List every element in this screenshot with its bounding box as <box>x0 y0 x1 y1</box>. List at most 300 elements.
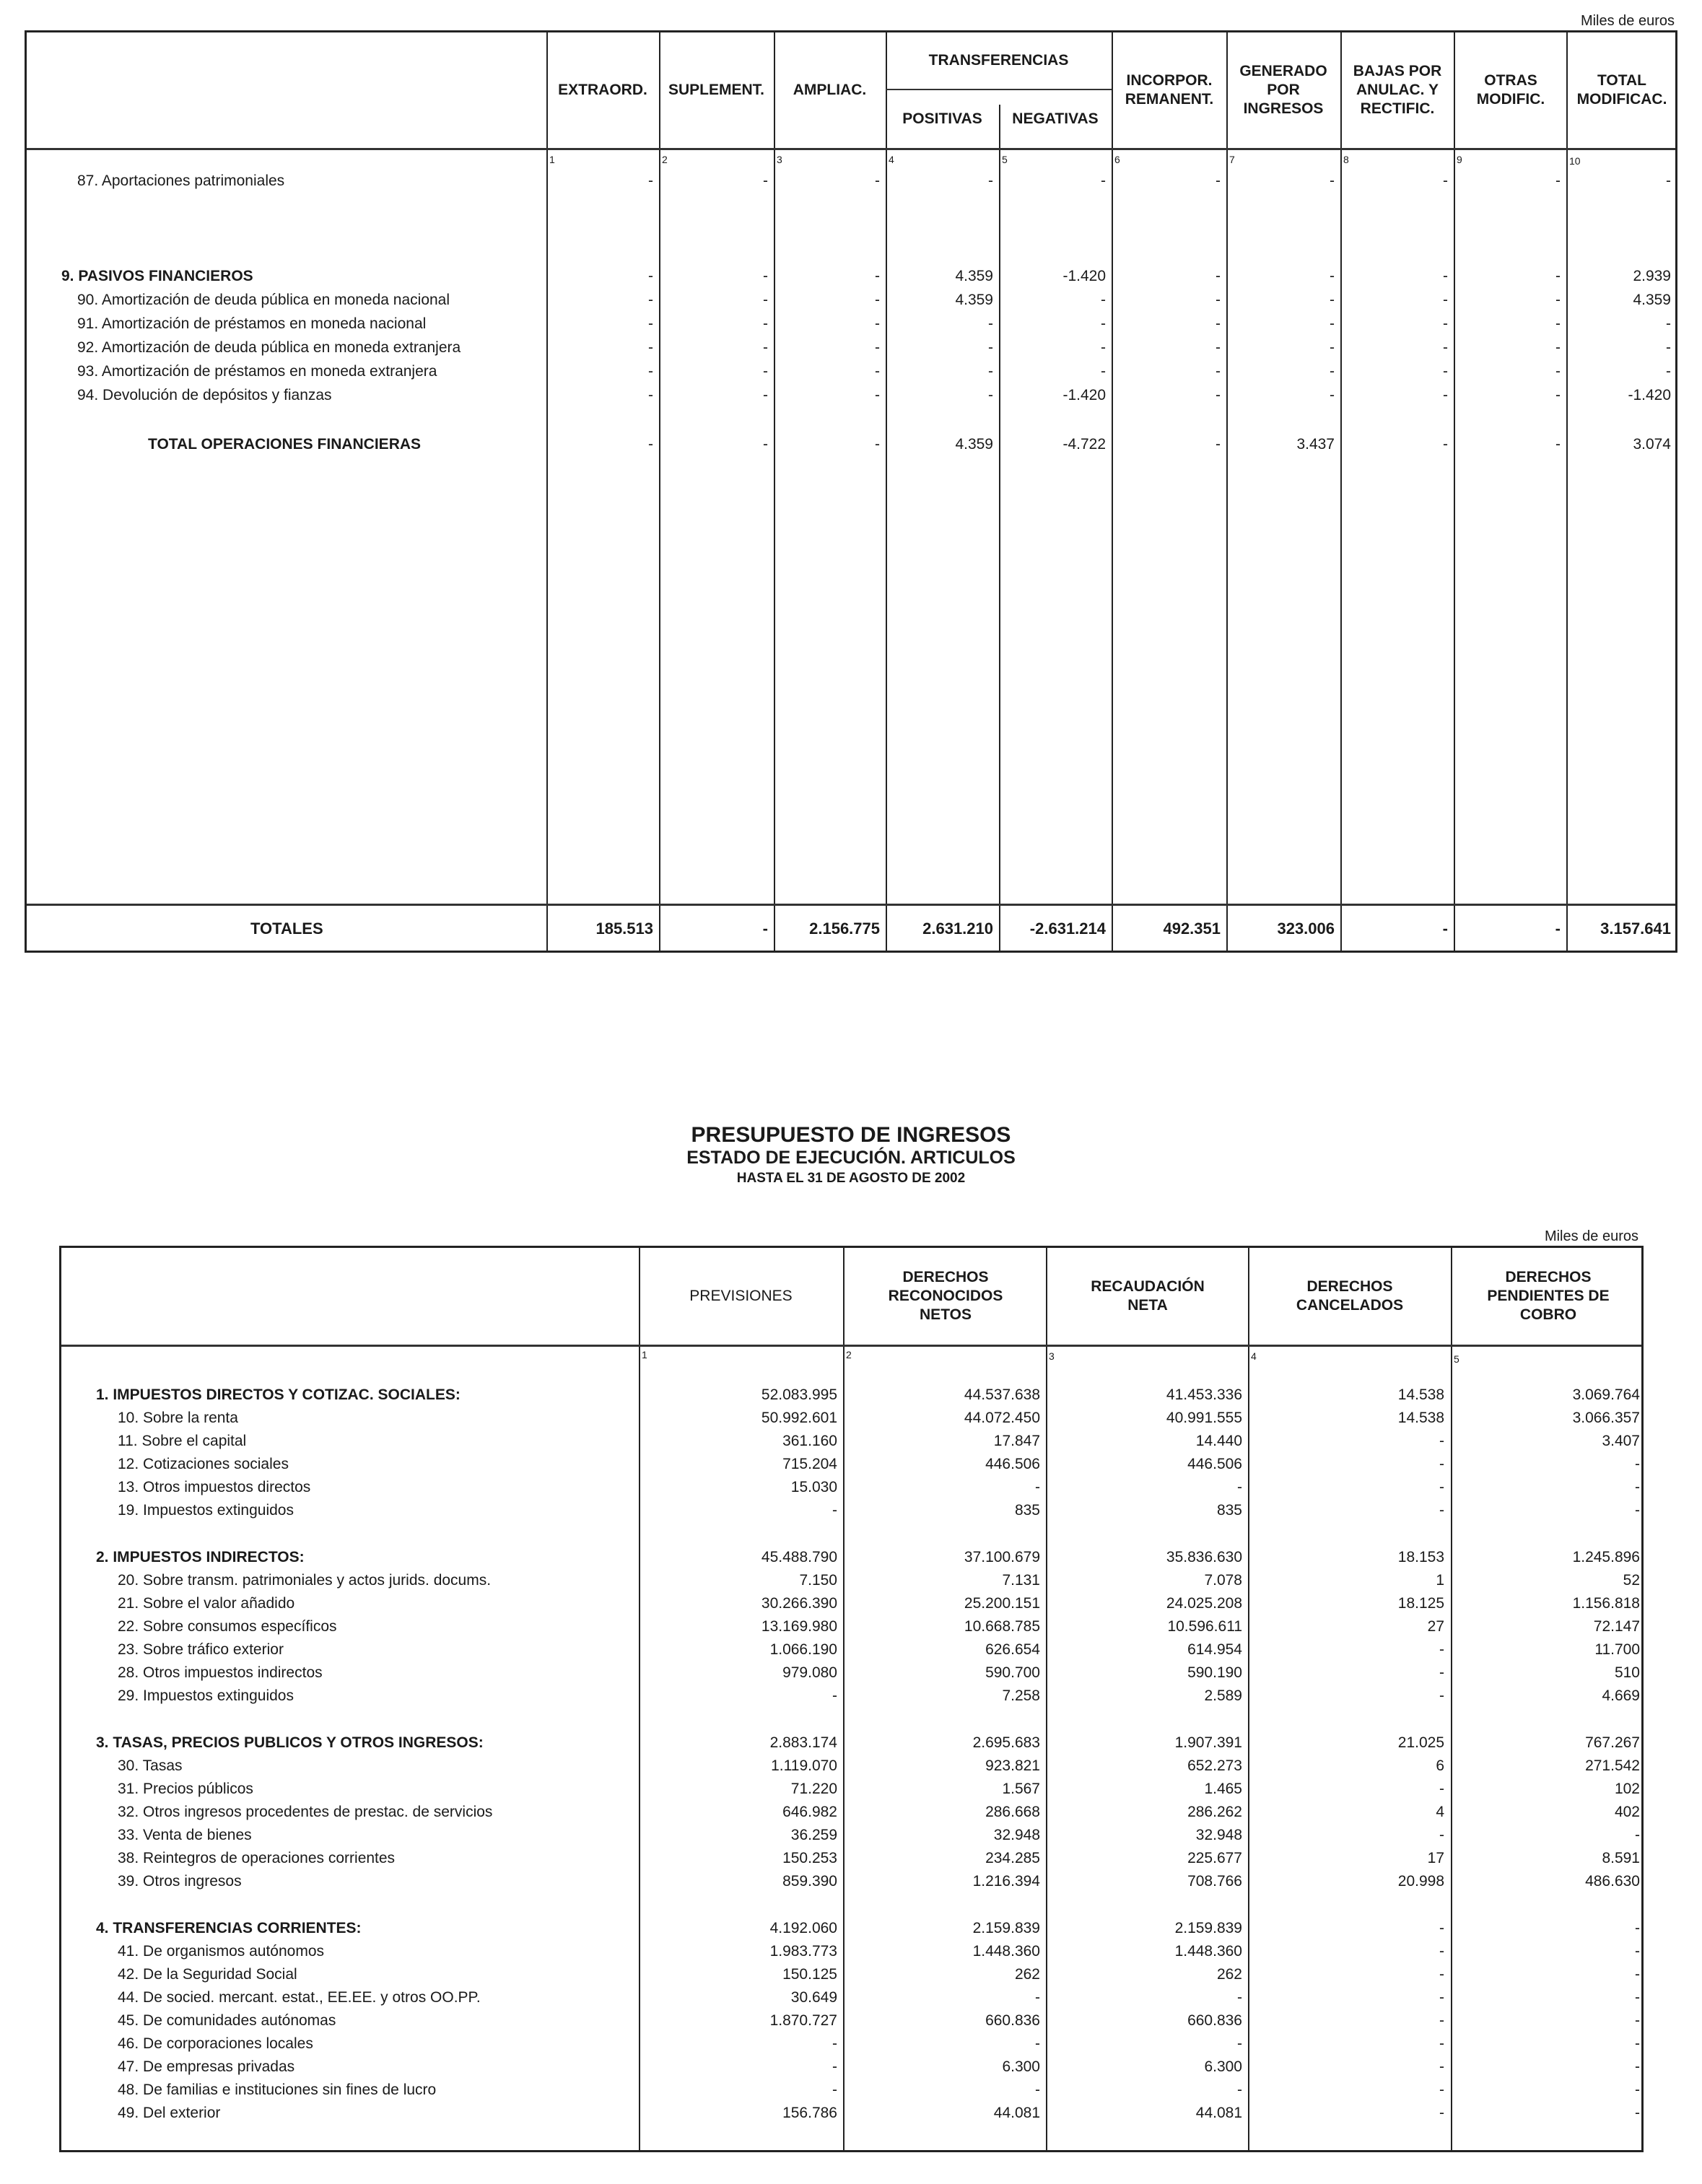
cell-total: 3.074 <box>1633 436 1671 453</box>
table-row <box>61 1847 1641 1870</box>
cell-negativas: - <box>1101 292 1106 308</box>
row-label: 10. Sobre la renta <box>118 1410 238 1426</box>
cell-previsiones: 150.253 <box>782 1850 837 1866</box>
cell-pendientes: 767.267 <box>1585 1734 1640 1751</box>
row-label: 13. Otros impuestos directos <box>118 1479 311 1495</box>
header-previsiones: PREVISIONES <box>689 1288 793 1304</box>
cell-generado: - <box>1330 268 1335 284</box>
cell-extraord: - <box>648 436 653 453</box>
cell-derechos-reconocidos: 590.700 <box>985 1664 1040 1681</box>
cell-pendientes: 1.245.896 <box>1572 1549 1640 1565</box>
cell-suplement: - <box>763 315 768 332</box>
cell-positivas: - <box>988 387 993 403</box>
cell-cancelados: 17 <box>1427 1850 1444 1866</box>
cell-ampliac: - <box>875 315 880 332</box>
budget-modifications-table <box>25 30 1677 953</box>
cell-bajas: - <box>1443 436 1448 453</box>
cell-otras: - <box>1555 387 1561 403</box>
cell-pendientes: - <box>1635 1456 1640 1472</box>
column-number: 6 <box>1114 154 1120 165</box>
cell-previsiones: 30.649 <box>790 1989 837 2006</box>
table-row <box>27 289 1675 312</box>
cell-pendientes: - <box>1635 2105 1640 2121</box>
cell-pendientes: 1.156.818 <box>1572 1595 1640 1612</box>
cell-incorpor: - <box>1216 292 1221 308</box>
table-row <box>61 2102 1641 2125</box>
total-total: 3.157.641 <box>1600 920 1671 938</box>
cell-bajas: - <box>1443 315 1448 332</box>
row-label: 19. Impuestos extinguidos <box>118 1502 294 1519</box>
cell-previsiones: 4.192.060 <box>769 1920 837 1936</box>
cell-pendientes: - <box>1635 1920 1640 1936</box>
cell-recaudacion: 2.589 <box>1204 1687 1242 1704</box>
row-label: 29. Impuestos extinguidos <box>118 1687 294 1704</box>
cell-total: 4.359 <box>1633 292 1671 308</box>
column-number: 4 <box>889 154 894 165</box>
cell-bajas: - <box>1443 387 1448 403</box>
cell-suplement: - <box>763 292 768 308</box>
cell-recaudacion: - <box>1237 1479 1242 1495</box>
table-row <box>61 1685 1641 1708</box>
cell-previsiones: - <box>832 1687 837 1704</box>
cell-incorpor: - <box>1216 268 1221 284</box>
cell-incorpor: - <box>1216 387 1221 403</box>
cell-recaudacion: 7.078 <box>1204 1572 1242 1589</box>
cell-pendientes: 510 <box>1614 1664 1640 1681</box>
cell-derechos-reconocidos: 1.567 <box>1002 1781 1040 1797</box>
cell-derechos-reconocidos: - <box>1035 2035 1040 2052</box>
cell-ampliac: - <box>875 268 880 284</box>
cell-bajas: - <box>1443 268 1448 284</box>
cell-generado: - <box>1330 387 1335 403</box>
header-cancelados: DERECHOS CANCELADOS <box>1296 1278 1404 1314</box>
cell-total: - <box>1666 172 1671 189</box>
column-number: 1 <box>549 154 555 165</box>
cell-cancelados: - <box>1439 1989 1444 2006</box>
row-label: 45. De comunidades autónomas <box>118 2012 336 2029</box>
cell-previsiones: 45.488.790 <box>761 1549 837 1565</box>
header-bajas: BAJAS POR ANULAC. Y RECTIFIC. <box>1353 63 1442 117</box>
header-divider <box>61 1345 1641 1347</box>
cell-previsiones: - <box>832 2082 837 2098</box>
cell-derechos-reconocidos: 44.072.450 <box>964 1410 1040 1426</box>
table-row <box>61 2032 1641 2056</box>
total-negativas: -2.631.214 <box>1029 920 1106 938</box>
header-pendientes: DERECHOS PENDIENTES DE COBRO <box>1487 1269 1610 1323</box>
row-label: 3. TASAS, PRECIOS PUBLICOS Y OTROS INGRESOS: <box>96 1734 484 1751</box>
row-label: 12. Cotizaciones sociales <box>118 1456 289 1472</box>
cell-cancelados: - <box>1439 2082 1444 2098</box>
cell-otras: - <box>1555 315 1561 332</box>
row-label: 42. De la Seguridad Social <box>118 1966 297 1983</box>
table-row <box>61 1940 1641 1963</box>
row-label: 2. IMPUESTOS INDIRECTOS: <box>96 1549 305 1565</box>
cell-negativas: -1.420 <box>1062 387 1106 403</box>
cell-cancelados: - <box>1439 2035 1444 2052</box>
table-row <box>61 1755 1641 1778</box>
cell-derechos-reconocidos: 10.668.785 <box>964 1618 1040 1635</box>
cell-positivas: 4.359 <box>955 268 993 284</box>
cell-previsiones: 7.150 <box>799 1572 837 1589</box>
cell-recaudacion: 32.948 <box>1195 1827 1242 1843</box>
cell-recaudacion: 286.262 <box>1187 1804 1242 1820</box>
row-label: 94. Devolución de depósitos y fianzas <box>77 387 332 403</box>
report-subtitle: ESTADO DE EJECUCIÓN. ARTICULOS <box>686 1148 1016 1168</box>
table-row <box>61 1407 1641 1430</box>
cell-bajas: - <box>1443 339 1448 356</box>
cell-cancelados: - <box>1439 1664 1444 1681</box>
cell-recaudacion: 6.300 <box>1204 2058 1242 2075</box>
cell-pendientes: 8.591 <box>1602 1850 1640 1866</box>
cell-pendientes: 52 <box>1623 1572 1640 1589</box>
column-number: 4 <box>1251 1350 1257 1362</box>
cell-derechos-reconocidos: 44.537.638 <box>964 1386 1040 1403</box>
cell-suplement: - <box>763 387 768 403</box>
row-label: 11. Sobre el capital <box>118 1433 247 1449</box>
cell-cancelados: - <box>1439 1827 1444 1843</box>
table-row <box>61 2009 1641 2032</box>
cell-cancelados: - <box>1439 1781 1444 1797</box>
cell-positivas: - <box>988 363 993 380</box>
row-label: 48. De familias e instituciones sin fines de lucro <box>118 2082 437 2098</box>
cell-negativas: -1.420 <box>1062 268 1106 284</box>
cell-pendientes: 271.542 <box>1585 1757 1640 1774</box>
report-date: HASTA EL 31 DE AGOSTO DE 2002 <box>736 1171 966 1186</box>
cell-derechos-reconocidos: 835 <box>1014 1502 1040 1519</box>
cell-previsiones: 15.030 <box>790 1479 837 1495</box>
header-transferencias: TRANSFERENCIAS <box>928 52 1069 69</box>
units-label-table1: Miles de euros <box>1580 13 1675 29</box>
cell-suplement: - <box>763 172 768 189</box>
cell-previsiones: - <box>832 1502 837 1519</box>
row-label: 41. De organismos autónomos <box>118 1943 324 1960</box>
cell-derechos-reconocidos: 6.300 <box>1002 2058 1040 2075</box>
table-row <box>27 360 1675 383</box>
cell-recaudacion: 1.907.391 <box>1174 1734 1242 1751</box>
cell-pendientes: 3.069.764 <box>1572 1386 1640 1403</box>
cell-cancelados: - <box>1439 1966 1444 1983</box>
cell-derechos-reconocidos: 17.847 <box>993 1433 1040 1449</box>
cell-otras: - <box>1555 292 1561 308</box>
cell-generado: - <box>1330 339 1335 356</box>
cell-previsiones: 50.992.601 <box>761 1410 837 1426</box>
table-row <box>61 1453 1641 1476</box>
cell-derechos-reconocidos: 44.081 <box>993 2105 1040 2121</box>
cell-pendientes: - <box>1635 1502 1640 1519</box>
cell-pendientes: 102 <box>1614 1781 1640 1797</box>
table-row <box>61 1661 1641 1685</box>
cell-derechos-reconocidos: 25.200.151 <box>964 1595 1040 1612</box>
cell-ampliac: - <box>875 363 880 380</box>
cell-extraord: - <box>648 339 653 356</box>
units-label-table2: Miles de euros <box>1544 1228 1638 1244</box>
cell-cancelados: - <box>1439 1920 1444 1936</box>
row-label: 22. Sobre consumos específicos <box>118 1618 337 1635</box>
column-number: 1 <box>642 1349 647 1360</box>
header-incorpor: INCORPOR. REMANENT. <box>1125 72 1214 108</box>
cell-suplement: - <box>763 339 768 356</box>
cell-recaudacion: - <box>1237 2035 1242 2052</box>
header-total: TOTAL MODIFICAC. <box>1576 72 1667 108</box>
table-row <box>61 1499 1641 1522</box>
table-row <box>61 1615 1641 1638</box>
cell-positivas: - <box>988 172 993 189</box>
cell-previsiones: 1.870.727 <box>769 2012 837 2029</box>
cell-previsiones: 859.390 <box>782 1873 837 1890</box>
col-divider <box>999 105 1000 951</box>
header-otras: OTRAS MODIFIC. <box>1476 72 1545 108</box>
cell-cancelados: 18.125 <box>1397 1595 1444 1612</box>
cell-ampliac: - <box>875 436 880 453</box>
cell-cancelados: - <box>1439 1456 1444 1472</box>
cell-ampliac: - <box>875 387 880 403</box>
cell-bajas: - <box>1443 172 1448 189</box>
row-label: 90. Amortización de deuda pública en moneda nacional <box>77 292 450 308</box>
table-row <box>61 1569 1641 1592</box>
cell-previsiones: - <box>832 2058 837 2075</box>
row-label: TOTAL OPERACIONES FINANCIERAS <box>148 436 422 453</box>
cell-recaudacion: 708.766 <box>1187 1873 1242 1890</box>
cell-derechos-reconocidos: 286.668 <box>985 1804 1040 1820</box>
cell-derechos-reconocidos: 2.159.839 <box>972 1920 1040 1936</box>
cell-cancelados: - <box>1439 1687 1444 1704</box>
column-number: 2 <box>662 154 668 165</box>
cell-positivas: 4.359 <box>955 436 993 453</box>
table-row <box>27 265 1675 288</box>
cell-recaudacion: 652.273 <box>1187 1757 1242 1774</box>
cell-derechos-reconocidos: 660.836 <box>985 2012 1040 2029</box>
cell-recaudacion: 225.677 <box>1187 1850 1242 1866</box>
cell-previsiones: 36.259 <box>790 1827 837 1843</box>
cell-otras: - <box>1555 268 1561 284</box>
table-row <box>61 1986 1641 2009</box>
table-row <box>61 1592 1641 1615</box>
cell-pendientes: - <box>1635 2035 1640 2052</box>
header-derechos-reconocidos: DERECHOS RECONOCIDOS NETOS <box>888 1269 1003 1323</box>
cell-previsiones: 2.883.174 <box>769 1734 837 1751</box>
row-label: 49. Del exterior <box>118 2105 221 2121</box>
cell-cancelados: - <box>1439 1479 1444 1495</box>
header-positivas: POSITIVAS <box>902 110 982 127</box>
row-label: 4. TRANSFERENCIAS CORRIENTES: <box>96 1920 362 1936</box>
table-row <box>27 384 1675 407</box>
cell-recaudacion: 262 <box>1216 1966 1242 1983</box>
cell-derechos-reconocidos: - <box>1035 2082 1040 2098</box>
cell-previsiones: 715.204 <box>782 1456 837 1472</box>
cell-recaudacion: 14.440 <box>1195 1433 1242 1449</box>
cell-previsiones: 156.786 <box>782 2105 837 2121</box>
cell-pendientes: - <box>1635 2058 1640 2075</box>
table-row <box>61 1870 1641 1893</box>
cell-recaudacion: 44.081 <box>1195 2105 1242 2121</box>
row-label: 30. Tasas <box>118 1757 183 1774</box>
cell-derechos-reconocidos: 37.100.679 <box>964 1549 1040 1565</box>
column-number: 5 <box>1002 154 1008 165</box>
table-row <box>27 336 1675 359</box>
cell-cancelados: 21.025 <box>1397 1734 1444 1751</box>
cell-suplement: - <box>763 268 768 284</box>
totals-row <box>27 917 1675 940</box>
total-positivas: 2.631.210 <box>922 920 993 938</box>
cell-incorpor: - <box>1216 172 1221 189</box>
cell-bajas: - <box>1443 363 1448 380</box>
cell-pendientes: - <box>1635 1827 1640 1843</box>
cell-incorpor: - <box>1216 315 1221 332</box>
table-row <box>61 2079 1641 2102</box>
row-label: 38. Reintegros de operaciones corrientes <box>118 1850 396 1866</box>
cell-recaudacion: 446.506 <box>1187 1456 1242 1472</box>
cell-generado: - <box>1330 315 1335 332</box>
cell-suplement: - <box>763 436 768 453</box>
cell-pendientes: - <box>1635 1989 1640 2006</box>
header-negativas: NEGATIVAS <box>1012 110 1099 127</box>
cell-positivas: - <box>988 315 993 332</box>
cell-positivas: 4.359 <box>955 292 993 308</box>
cell-recaudacion: 10.596.611 <box>1167 1618 1242 1635</box>
revenue-execution-table <box>59 1246 1644 2152</box>
cell-previsiones: 361.160 <box>782 1433 837 1449</box>
table-row-chapter <box>61 1731 1641 1755</box>
cell-recaudacion: 1.448.360 <box>1174 1943 1242 1960</box>
cell-derechos-reconocidos: - <box>1035 1479 1040 1495</box>
total-otras: - <box>1555 920 1561 938</box>
table-row <box>61 1638 1641 1661</box>
cell-derechos-reconocidos: 7.258 <box>1002 1687 1040 1704</box>
row-label: 91. Amortización de préstamos en moneda nacional <box>77 315 427 332</box>
cell-cancelados: 18.153 <box>1397 1549 1444 1565</box>
cell-derechos-reconocidos: 234.285 <box>985 1850 1040 1866</box>
cell-suplement: - <box>763 363 768 380</box>
cell-cancelados: - <box>1439 1433 1444 1449</box>
cell-recaudacion: 40.991.555 <box>1166 1410 1242 1426</box>
cell-previsiones: 13.169.980 <box>761 1618 837 1635</box>
cell-cancelados: 4 <box>1436 1804 1444 1820</box>
cell-recaudacion: 24.025.208 <box>1166 1595 1242 1612</box>
table-row <box>61 1778 1641 1801</box>
header-ampliac: AMPLIAC. <box>793 82 867 98</box>
cell-cancelados: 1 <box>1436 1572 1444 1589</box>
cell-pendientes: 402 <box>1614 1804 1640 1820</box>
row-label: 33. Venta de bienes <box>118 1827 252 1843</box>
cell-recaudacion: 590.190 <box>1187 1664 1242 1681</box>
report-title: PRESUPUESTO DE INGRESOS <box>691 1123 1011 1147</box>
cell-cancelados: - <box>1439 1502 1444 1519</box>
cell-pendientes: 3.066.357 <box>1572 1410 1640 1426</box>
cell-positivas: - <box>988 339 993 356</box>
cell-previsiones: 1.983.773 <box>769 1943 837 1960</box>
table-row <box>61 1801 1641 1824</box>
cell-derechos-reconocidos: 7.131 <box>1002 1572 1040 1589</box>
cell-negativas: - <box>1101 363 1106 380</box>
cell-bajas: - <box>1443 292 1448 308</box>
table-row <box>61 1430 1641 1453</box>
cell-cancelados: 27 <box>1427 1618 1444 1635</box>
cell-pendientes: 11.700 <box>1594 1641 1640 1658</box>
table-row <box>61 1476 1641 1499</box>
cell-derechos-reconocidos: 923.821 <box>985 1757 1040 1774</box>
cell-otras: - <box>1555 172 1561 189</box>
row-label: 44. De socied. mercant. estat., EE.EE. y otros OO.PP. <box>118 1989 481 2006</box>
cell-total: -1.420 <box>1628 387 1671 403</box>
cell-recaudacion: 1.465 <box>1204 1781 1242 1797</box>
cell-ampliac: - <box>875 292 880 308</box>
cell-generado: 3.437 <box>1296 436 1335 453</box>
cell-negativas: - <box>1101 172 1106 189</box>
cell-total: 2.939 <box>1633 268 1671 284</box>
cell-pendientes: - <box>1635 2012 1640 2029</box>
totals-label: TOTALES <box>250 920 323 938</box>
cell-cancelados: 6 <box>1436 1757 1444 1774</box>
table-row <box>27 313 1675 336</box>
column-number: 9 <box>1457 154 1462 165</box>
cell-negativas: - <box>1101 339 1106 356</box>
cell-recaudacion: 2.159.839 <box>1174 1920 1242 1936</box>
table-row-subtotal <box>27 433 1675 456</box>
header-divider <box>27 148 1675 150</box>
table-row-chapter <box>61 1546 1641 1569</box>
header-generado: GENERADO POR INGRESOS <box>1239 63 1327 117</box>
cell-recaudacion: - <box>1237 1989 1242 2006</box>
cell-cancelados: - <box>1439 2058 1444 2075</box>
cell-cancelados: - <box>1439 2105 1444 2121</box>
cell-otras: - <box>1555 339 1561 356</box>
cell-total: - <box>1666 363 1671 380</box>
table-row-chapter <box>61 1917 1641 1940</box>
header-extraord: EXTRAORD. <box>558 82 647 98</box>
total-suplement: - <box>762 920 768 938</box>
table-row <box>27 170 1675 193</box>
column-number: 5 <box>1454 1353 1459 1365</box>
cell-recaudacion: 660.836 <box>1187 2012 1242 2029</box>
cell-ampliac: - <box>875 172 880 189</box>
row-label: 21. Sobre el valor añadido <box>118 1595 295 1612</box>
cell-otras: - <box>1555 363 1561 380</box>
cell-cancelados: 14.538 <box>1397 1386 1444 1403</box>
cell-previsiones: 71.220 <box>790 1781 837 1797</box>
table-row <box>61 2056 1641 2079</box>
row-label: 92. Amortización de deuda pública en moneda extranjera <box>77 339 461 356</box>
cell-previsiones: - <box>832 2035 837 2052</box>
cell-incorpor: - <box>1216 339 1221 356</box>
cell-pendientes: 4.669 <box>1602 1687 1640 1704</box>
table-row-chapter <box>61 1384 1641 1407</box>
total-extraord: 185.513 <box>595 920 653 938</box>
row-label: 46. De corporaciones locales <box>118 2035 313 2052</box>
cell-total: - <box>1666 315 1671 332</box>
cell-derechos-reconocidos: 32.948 <box>993 1827 1040 1843</box>
row-label: 23. Sobre tráfico exterior <box>118 1641 284 1658</box>
cell-pendientes: 72.147 <box>1593 1618 1640 1635</box>
cell-ampliac: - <box>875 339 880 356</box>
column-number: 8 <box>1343 154 1349 165</box>
cell-generado: - <box>1330 172 1335 189</box>
cell-previsiones: 52.083.995 <box>761 1386 837 1403</box>
cell-previsiones: 1.066.190 <box>769 1641 837 1658</box>
cell-derechos-reconocidos: 2.695.683 <box>972 1734 1040 1751</box>
column-number: 2 <box>846 1349 852 1360</box>
row-label: 1. IMPUESTOS DIRECTOS Y COTIZAC. SOCIALES: <box>96 1386 461 1403</box>
row-label: 31. Precios públicos <box>118 1781 253 1797</box>
cell-extraord: - <box>648 172 653 189</box>
cell-recaudacion: 35.836.630 <box>1166 1549 1242 1565</box>
row-label: 93. Amortización de préstamos en moneda extranjera <box>77 363 437 380</box>
cell-previsiones: 646.982 <box>782 1804 837 1820</box>
cell-pendientes: - <box>1635 1479 1640 1495</box>
cell-pendientes: - <box>1635 1943 1640 1960</box>
row-label: 87. Aportaciones patrimoniales <box>77 172 285 189</box>
cell-generado: - <box>1330 363 1335 380</box>
row-label: 47. De empresas privadas <box>118 2058 295 2075</box>
